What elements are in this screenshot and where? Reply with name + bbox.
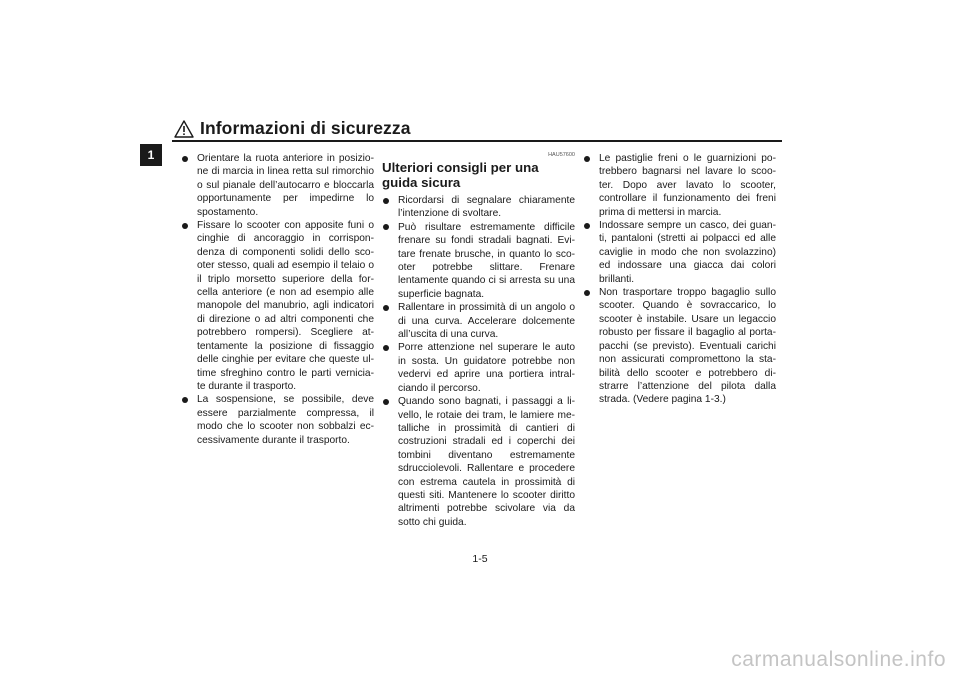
list-item: Indossare sempre un casco, dei guan-ti, pantaloni (stretti ai polpacci ed alle caviglie in modo che non svolazzino) ed indossare una giacca dai colori brillanti. xyxy=(583,219,776,286)
column-1 xyxy=(181,152,374,447)
bullet-list xyxy=(181,152,374,447)
chapter-tab: 1 xyxy=(140,144,162,166)
column-3 xyxy=(583,152,776,407)
page-header xyxy=(174,118,411,139)
reference-code: HAU57600 xyxy=(548,152,575,158)
list-item: Quando sono bagnati, i passaggi a li-vello, le rotaie dei tram, le lamiere me-talliche in prossimità di cantieri di costruzioni stradali ed i coperchi dei tombini diventano estremamente sdrucciolevoli. Rallentare e procedere con estrema cautela in prossimità di questi siti. Mantenere lo scooter diritto altrimenti potrebbe scivolare via da sotto chi guida. xyxy=(382,395,575,529)
bullet-icon xyxy=(584,223,590,229)
bullet-icon xyxy=(383,305,389,311)
list-item: La sospensione, se possibile, deve essere parzialmente compressa, il modo che lo scooter non sobbalzi ec-cessivamente durante il trasporto. xyxy=(181,393,374,447)
page-number: 1-5 xyxy=(472,553,488,565)
page-title: Informazioni di sicurezza xyxy=(200,118,411,138)
list-item: Ricordarsi di segnalare chiaramente l’intenzione di svoltare. xyxy=(382,194,575,221)
watermark: carmanualsonline.info xyxy=(731,648,946,671)
list-item: Rallentare in prossimità di un angolo o di una curva. Accelerare dolcemente all’uscita di una curva. xyxy=(382,301,575,341)
list-item: Le pastiglie freni o le guarnizioni po-trebbero bagnarsi nel lavare lo scoo-ter. Dopo aver lavato lo scooter, controllare il funzionamento dei freni prima di mettersi in marcia. xyxy=(583,152,776,219)
bullet-icon xyxy=(383,224,389,230)
section-title: Ulteriori consigli per una guida sicura xyxy=(382,160,539,190)
header-rule xyxy=(172,140,782,142)
list-item: Fissare lo scooter con apposite funi o cinghie di ancoraggio in corrispon-denza di componenti solidi dello sco-oter stesso, quali ad esempio il telaio o il triplo morsetto superiore della for-cella anteriore (e non ad esempio alle manopole del manubrio, agli indicatori di direzione o ad altri componenti che potrebbero rompersi). Scegliere at-tentamente la posizione di fissaggio delle cinghie per evitare che queste ul-time sfreghino contro le parti vernicia-te durante il trasporto. xyxy=(181,219,374,393)
bullet-icon xyxy=(383,399,389,405)
bullet-icon xyxy=(182,397,188,403)
list-item: Non trasportare troppo bagaglio sullo scooter. Quando è sovraccarico, lo scooter è instabile. Usare un legaccio robusto per fissare il bagaglio al porta-pacchi (se previsto). Eventuali carichi non assicurati compromettono la sta-bilità dello scooter e potrebbero di-strarre l’attenzione del pilota dalla strada. (Vedere pagina 1-3.) xyxy=(583,286,776,407)
bullet-icon xyxy=(383,345,389,351)
list-item: Porre attenzione nel superare le auto in sosta. Un guidatore potrebbe non vedervi ed aprire una portiera intral-ciando il percorso. xyxy=(382,341,575,395)
bullet-icon xyxy=(584,156,590,162)
bullet-list xyxy=(583,152,776,407)
list-item: Orientare la ruota anteriore in posizio-ne di marcia in linea retta sul rimorchio o sul pianale dell’autocarro e bloccarla opportunamente per impedirne lo spostamento. xyxy=(181,152,374,219)
bullet-list xyxy=(382,194,575,529)
bullet-icon xyxy=(182,223,188,229)
bullet-icon xyxy=(584,290,590,296)
list-item: Può risultare estremamente difficile frenare su fondi stradali bagnati. Evi-tare frenate brusche, in quanto lo sco-oter potrebbe slittare. Frenare lentamente quando ci si arresta su una superficie bagnata. xyxy=(382,221,575,301)
warning-triangle-icon xyxy=(174,120,194,138)
bullet-icon xyxy=(182,156,188,162)
column-2 xyxy=(382,152,575,529)
bullet-icon xyxy=(383,198,389,204)
